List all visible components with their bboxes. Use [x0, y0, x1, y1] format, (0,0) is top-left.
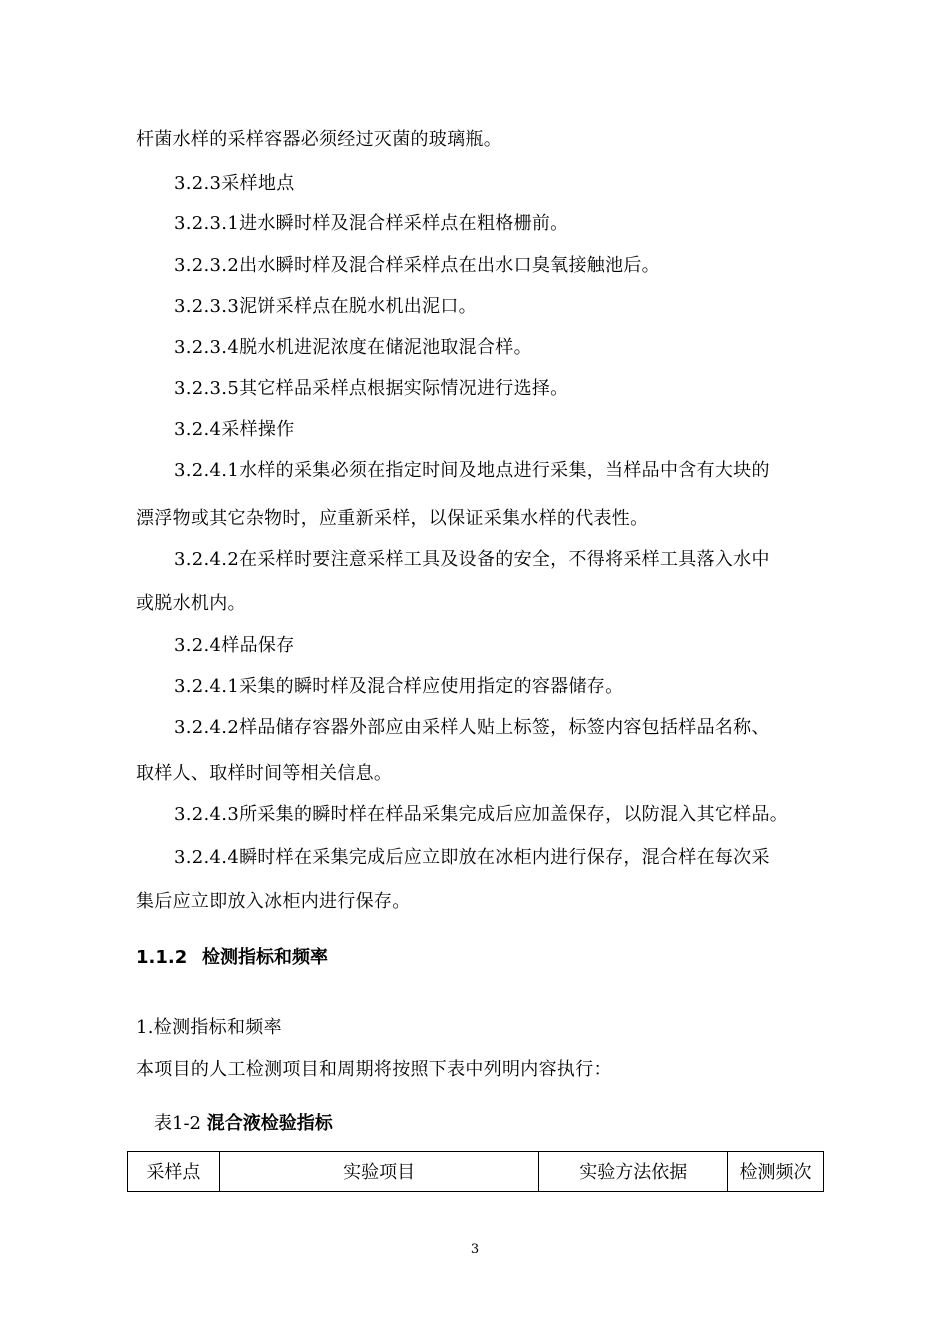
table-header-cell: 实验项目	[219, 1152, 539, 1192]
page-number: 3	[470, 1242, 480, 1257]
inspection-table	[127, 1151, 824, 1192]
paragraph-line: 3.2.4.2在采样时要注意采样工具及设备的安全，不得将采样工具落入水中	[174, 549, 770, 570]
paragraph-line: 3.2.4样品保存	[174, 635, 295, 656]
paragraph-line: 3.2.3.2出水瞬时样及混合样采样点在出水口臭氧接触池后。	[174, 255, 660, 276]
paragraph-line: 3.2.3.4脱水机进泥浓度在储泥池取混合样。	[174, 337, 532, 358]
paragraph-line: 3.2.3.5其它样品采样点根据实际情况进行选择。	[174, 378, 569, 399]
section-title: 检测指标和频率	[202, 947, 328, 968]
paragraph-line: 杆菌水样的采样容器必须经过灭菌的玻璃瓶。	[136, 129, 502, 150]
table-header-cell: 检测频次	[728, 1152, 824, 1192]
paragraph-line: 3.2.4.1采集的瞬时样及混合样应使用指定的容器储存。	[174, 676, 624, 697]
paragraph-line: 3.2.3.3泥饼采样点在脱水机出泥口。	[174, 296, 477, 317]
paragraph-line: 或脱水机内。	[136, 593, 246, 614]
table-caption-prefix: 表1-2	[154, 1113, 201, 1134]
table-header-cell: 采样点	[128, 1152, 220, 1192]
paragraph-line: 3.2.4.1水样的采集必须在指定时间及地点进行采集，当样品中含有大块的	[174, 460, 770, 481]
intro-text: 本项目的人工检测项目和周期将按照下表中列明内容执行：	[136, 1059, 612, 1080]
paragraph-line: 3.2.4采样操作	[174, 419, 295, 440]
table-header-cell: 实验方法依据	[539, 1152, 728, 1192]
paragraph-line: 3.2.4.3所采集的瞬时样在样品采集完成后应加盖保存，以防混入其它样品。	[174, 804, 789, 825]
table-caption	[154, 1112, 333, 1136]
paragraph-line: 3.2.3.1进水瞬时样及混合样采样点在粗格栅前。	[174, 213, 569, 234]
paragraph-line: 3.2.4.2样品储存容器外部应由采样人贴上标签，标签内容包括样品名称、	[174, 717, 770, 738]
section-heading	[136, 946, 328, 970]
sub-heading: 1.检测指标和频率	[136, 1017, 282, 1038]
paragraph-line: 漂浮物或其它杂物时，应重新采样，以保证采集水样的代表性。	[136, 508, 649, 529]
section-number: 1.1.2	[136, 947, 188, 968]
table-caption-title: 混合液检验指标	[206, 1113, 333, 1134]
paragraph-line: 3.2.4.4瞬时样在采集完成后应立即放在冰柜内进行保存，混合样在每次采	[174, 847, 770, 868]
paragraph-line: 集后应立即放入冰柜内进行保存。	[136, 891, 411, 912]
paragraph-line: 取样人、取样时间等相关信息。	[136, 763, 393, 784]
table-header-row	[128, 1152, 824, 1192]
paragraph-line: 3.2.3采样地点	[174, 173, 295, 194]
